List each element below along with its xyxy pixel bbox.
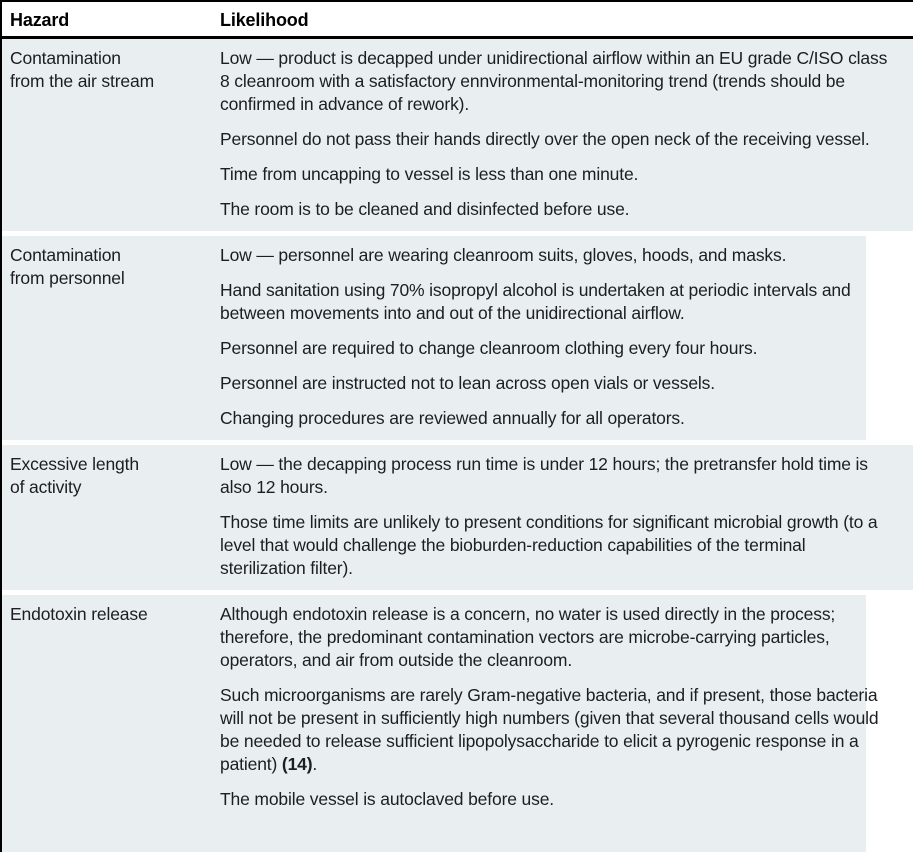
paragraph-text: Personnel are required to change cleanroom clothing every four hours. [220,338,758,358]
paragraph-text: Hand sanitation using 70% isopropyl alcohol is undertaken at periodic intervals and between movements into and out of the unidirectional airflow. [220,280,851,323]
likelihood-cell [212,244,913,430]
likelihood-paragraph [220,244,895,267]
column-header-likelihood: Likelihood [220,10,309,30]
hazard-cell: Excessive length of activity [10,454,139,497]
likelihood-paragraph [220,337,895,360]
likelihood-paragraph [220,279,895,325]
likelihood-paragraph [220,603,895,672]
paragraph-text: Low — personnel are wearing cleanroom suits, gloves, hoods, and masks. [220,245,787,265]
likelihood-paragraph [220,128,895,151]
likelihood-cell [212,47,913,221]
table-body [2,39,913,852]
column-header-hazard: Hazard [10,10,70,30]
paragraph-text: Although endotoxin release is a concern, no water is used directly in the process; therefore, the predominant contamination vectors are microbe-carrying particles, operators, and air from outside the cleanroom. [220,604,836,670]
paragraph-text: Time from uncapping to vessel is less than one minute. [220,164,639,184]
likelihood-paragraph [220,47,895,116]
likelihood-paragraph [220,163,895,186]
table-row [2,39,913,231]
paragraph-text: Low — product is decapped under unidirectional airflow within an EU grade C/ISO class 8 cleanroom with a satisfactory ennvironmental-monitoring trend (trends should be confirmed in advance of rework). [220,48,888,114]
likelihood-paragraph [220,198,895,221]
paragraph-text: Changing procedures are reviewed annually for all operators. [220,408,685,428]
paragraph-text: . [312,754,318,774]
paragraph-text: Those time limits are unlikely to present conditions for significant microbial growth (to a level that would challenge the bioburden-reduction capabilities of the terminal sterilization filter). [220,512,878,578]
likelihood-paragraph [220,511,895,580]
paragraph-text: Personnel do not pass their hands directly over the open neck of the receiving vessel. [220,129,870,149]
hazard-cell: Contamination from the air stream [10,48,154,91]
paragraph-text: The mobile vessel is autoclaved before use. [220,789,555,809]
table-header-row [2,2,913,39]
likelihood-paragraph [220,788,895,811]
reference-number: (14) [281,754,313,774]
hazard-cell: Contamination from personnel [10,245,125,288]
likelihood-paragraph [220,372,895,395]
likelihood-paragraph [220,453,895,499]
paragraph-text: Low — the decapping process run time is under 12 hours; the pretransfer hold time is also 12 hours. [220,454,868,497]
paragraph-text: Such microorganisms are rarely Gram-negative bacteria, and if present, those bacteria will not be present in sufficiently high numbers (given that several thousand cells would be needed to release sufficient lipopolysaccharide to elicit a pyrogenic response in a patient) [220,685,879,774]
paragraph-text: Personnel are instructed not to lean across open vials or vessels. [220,373,715,393]
likelihood-paragraph [220,684,895,776]
paragraph-text: The room is to be cleaned and disinfected before use. [220,199,630,219]
likelihood-cell [212,603,913,842]
table-row [2,595,913,852]
table-row [2,236,913,440]
likelihood-paragraph [220,407,895,430]
likelihood-cell [212,453,913,580]
table-row [2,445,913,590]
hazard-cell: Endotoxin release [10,604,148,624]
